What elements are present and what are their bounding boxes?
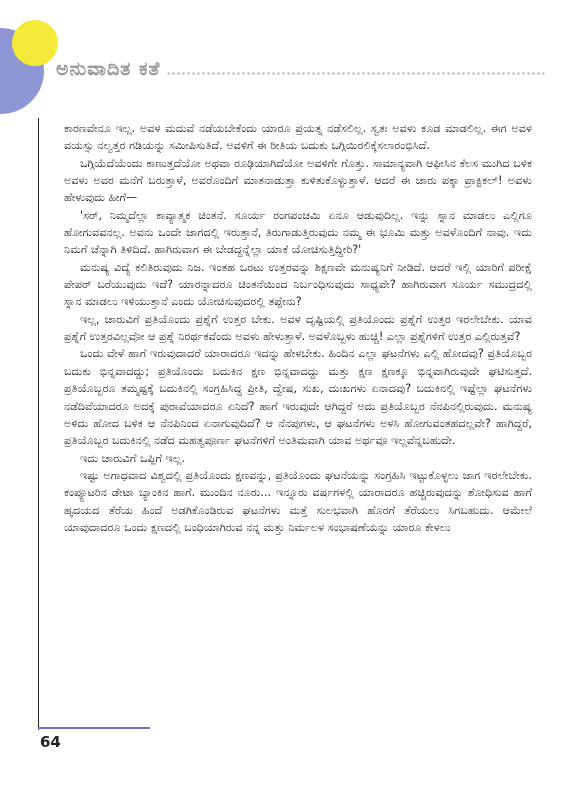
decorative-yellow-circle	[12, 20, 58, 66]
paragraph: ಕಾರಣವೇನೂ ಇಲ್ಲ. ಅವಳ ಮದುವೆ ನಡೆಯಬೇಕೆಂದು ಯಾರೂ ಪ್ರಯತ್ನ ನಡೆಸಲಿಲ್ಲ. ಸ್ವತಃ ಅವಳು ಕೂಡ ಮಾಡಲಿಲ್ಲ. ಈಗ ಅವಳ ವಯಸ್ಸು ನಲ್ವತ್ತರ ಗಡಿಯನ್ನು ಸಮೀಪಿಸುತಿದೆ. ಅವಳಿಗೆ ಈ ರೀತಿಯ ಬದುಕು ಒಗ್ಗಿಯಿರಲಿಕ್ಕೆಸಲಾರಂಭಿಸಿದೆ.	[64, 122, 532, 153]
paragraph: ಇಷ್ಟು ಅಗಾಧವಾದ ವಿಶ್ವದಲ್ಲಿ ಪ್ರತಿಯೊಂದು ಕ್ಷಣವನ್ನು, ಪ್ರತಿಯೊಂದು ಘಟನೆಯನ್ನು ಸಂಗ್ರಹಿಸಿ ಇಟ್ಟುಕೊಳ್ಳಲು ಜಾಗ ಇರಲೇಬೇಕು. ಕಂಪ್ಯೂಟರಿನ ಡೇಟಾ ಬ್ಯಾಂಕಿನ ಹಾಗೆ. ಮುಂದಿನ ನೂರು... ಇನ್ನೂರು ವರ್ಷಗಳಲ್ಲಿ ಯಾರಾದರೂ ಹಚ್ಚಿರುವುದನ್ನು ಶೋಧಿಸುವ ಹಾಗೆ ಹೃದಯದ ತೆರೆಯ ಹಿಂದೆ ಅಡಗಿಕೊಂಡಿರುವ ಘಟನೆಗಳು ಮತ್ತೆ ಸುಲಭವಾಗಿ ಹೊರಗೆ ತೆರೆಯಲು ಸಿಗಬಹುದು. ಆಮೇಲೆ ಯಾವುದಾದರೂ ಒಂದು ಕ್ಷಣದಲ್ಲಿ ಬಂಧಿಯಾಗಿರುವ ನನ್ನ ಮತ್ತು ನಿರ್ಮಲಳ ಸಂಭಾಷಣೆಯನ್ನು ಯಾರೂ ಕೇಳಲು	[64, 468, 532, 534]
header-dotted-rule	[166, 72, 546, 75]
paragraph: ಇಲ್ಲ, ಚಾರುವಿಗೆ ಪ್ರತಿಯೊಂದು ಪ್ರಶ್ನೆಗೆ ಉತ್ತರ ಬೇಕು. ಅವಳ ದೃಷ್ಟಿಯಲ್ಲಿ ಪ್ರತಿಯೊಂದು ಪ್ರಶ್ನೆಗೆ ಉತ್ತರ ಇರಲೇಬೇಕು. ಯಾವ ಪ್ರಶ್ನೆಗೆ ಉತ್ತರವಿಲ್ಲವೋ ಆ ಪ್ರಶ್ನೆ ನಿರರ್ಥಕವೆಂದು ಅವಳು ಹೇಳುತ್ತಾಳೆ. ಅವಳೊಬ್ಬಳು ಹುಚ್ಚಿ! ಎಲ್ಲಾ ಪ್ರಶ್ನೆಗಳಿಗೆ ಉತ್ತರ ಎಲ್ಲಿರುತ್ತವೆ?	[64, 312, 532, 344]
paragraph: 'ಸರ್, ನಿಮ್ಮದೆಲ್ಲಾ ಕಾವ್ಯಾತ್ಮಕ ಚಿಂತನೆ. ಸೂರ್ಯ ರಂಗಪಂಚಮಿ ಏನೂ ಆಡುವುದಿಲ್ಲ. ಇನ್ನು ಸ್ನಾನ ಮಾಡಲು ಎಲ್ಲಿಗೂ ಹೋಗುವವನಲ್ಲ. ಅವನು ಒಂದೇ ಜಾಗದಲ್ಲಿ ಇರುತ್ತಾನೆ, ತಿರುಗಾಡುತ್ತಿರುವುದು ನಮ್ಮ ಈ ಭೂಮಿ ಮತ್ತು ಅವಳೊಂದಿಗೆ ನಾವು. ಇದು ನಿಮಗೆ ಚೆನ್ನಾಗಿ ತಿಳಿದಿದೆ. ಹಾಗಿರುವಾಗ ಈ ಬೇಡದ್ದನ್ನೆಲ್ಲಾ ಯಾಕೆ ಯೋಚಿಸುತ್ತಿದ್ದೀರಿ?'	[64, 208, 532, 257]
article-body	[64, 120, 532, 536]
footer-rule	[38, 727, 150, 729]
paragraph: ಮನುಷ್ಯ ವಿದ್ಯೆ ಕಲಿತಿರುವುದು ನಿಜ. ಇಂತಹ ಒರಟು ಉತ್ತರವನ್ನು ಶಿಕ್ಷಣವೇ ಮನುಷ್ಯನಿಗೆ ನೀಡಿದೆ. ಆದರೆ ಇಲ್ಲಿ ಯಾರಿಗೆ ಪರೀಕ್ಷೆ ಪೇಪರ್ ಬರೆಯುವುದು ಇದೆ? ಯಾರನ್ನಾದರೂ ಚಿಂತನೆಯಿಂದ ನಿರ್ಬಂಧಿಸುವುದು ಸಾಧ್ಯವೇ? ಹಾಗಿರುವಾಗ ಸೂರ್ಯ ಸಮುದ್ರದಲ್ಲಿ ಸ್ನಾನ ಮಾಡಲು ಇಳಿಯುತ್ತಾನೆ ಎಂದು ಯೋಚಿಸುವುದರಲ್ಲಿ ತಪ್ಪೇನು?	[64, 260, 532, 309]
paragraph: ಒಂದು ವೇಳೆ ಹಾಗೆ ಇರುವುದಾದರೆ ಯಾರಾದರೂ ಇದನ್ನು ಹೇಳಬೇಕು. ಹಿಂದಿನ ಎಲ್ಲಾ ಘಟನೆಗಳು ಎಲ್ಲಿ ಹೋದವು? ಪ್ರತಿಯೊಬ್ಬರ ಬದುಕು ಭಿನ್ನವಾದದ್ದು; ಪ್ರತಿಯೊಂದು ಬದುಕಿನ ಕ್ಷಣ ಭಿನ್ನವಾದದ್ದು ಮತ್ತು ಕ್ಷಣ ಕ್ಷಣಕ್ಕೂ ಭಿನ್ನವಾಗಿರುವುದೇ ಘಟಿಸುತ್ತದೆ. ಪ್ರತಿಯೊಬ್ಬರೂ ತಮ್ಮಷ್ಟಕ್ಕೆ ಬದುಕಿನಲ್ಲಿ ಸಂಗ್ರಹಿಸಿದ್ದ ಪ್ರೀತಿ, ದ್ವೇಷ, ಸುಖ, ದುಃಖಗಳು ಏನಾದವು? ಬದುಕಿನಲ್ಲಿ ಇಷ್ಟೆಲ್ಲಾ ಘಟನೆಗಳು ನಡೆದಿವೆಯಾದರೂ ಅದಕ್ಕೆ ಪುರಾವೆಯಾದರೂ ಏನಿದೆ? ಹಾಗೆ ಇರುವುದೇ ಆಗಿದ್ದರೆ ಅದು ಪ್ರತಿಯೊಬ್ಬರ ನೆನಪಿನಲ್ಲಿರುವುದು. ಮನುಷ್ಯ ಅಳಿದು ಹೋದ ಬಳಿಕ ಆ ನೆನಪಿನಿಂದ ಏನಾಗುವುದಿದೆ? ಆ ನೆನಪುಗಳು, ಆ ಘಟನೆಗಳು ಅಳಸಿ ಹೋಗುವಂತಹದಲ್ಲವೇ? ಹಾಗಿದ್ದರೆ, ಪ್ರತಿಯೊಬ್ಬರ ಬದುಕಿನಲ್ಲಿ ನಡೆದ ಮಹತ್ವಪೂರ್ಣ ಘಟನೆಗಳಿಗೆ ಅಂತಿಮವಾಗಿ ಯಾವ ಅರ್ಥವೂ ಇಲ್ಲವೆನ್ನಬಹುದೇ.	[64, 347, 532, 448]
page-number: 64	[40, 733, 61, 751]
left-margin-rule	[38, 118, 39, 730]
paragraph: ಒಗ್ಗಿಯೆದೆಯೆಂದು ಕಾಣುತ್ತದೆಯೋ ಅಥವಾ ರೂಢಿಯಾಗಿದೆಯೋ ಅವಳಿಗೇ ಗೊತ್ತು. ಸಾಮಾನ್ಯವಾಗಿ ಆಫೀಸಿನ ಕೆಲಸ ಮುಗಿದ ಬಳಿಕ ಅವಳು ಅವರ ಮನೆಗೆ ಬರುತ್ತಾಳೆ, ಅವರೊಂದಿಗೆ ಮಾತನಾಡುತ್ತಾ ಕುಳಿತುಕೊಳ್ಳುತ್ತಾಳೆ. ಆದರೆ ಈ ಚಾರು ಪಕ್ಕಾ ಪ್ರಾಕ್ಟಿಕಲ್! ಅವಳು ಹೇಳುವುದು ಹೀಗೆ—	[64, 156, 532, 205]
section-title: ಅನುವಾದಿತ ಕತೆ	[56, 58, 161, 80]
paragraph: ಇದು ಚಾರುವಿಗೆ ಒಪ್ಪಿಗೆ ಇಲ್ಲ.	[80, 451, 185, 465]
